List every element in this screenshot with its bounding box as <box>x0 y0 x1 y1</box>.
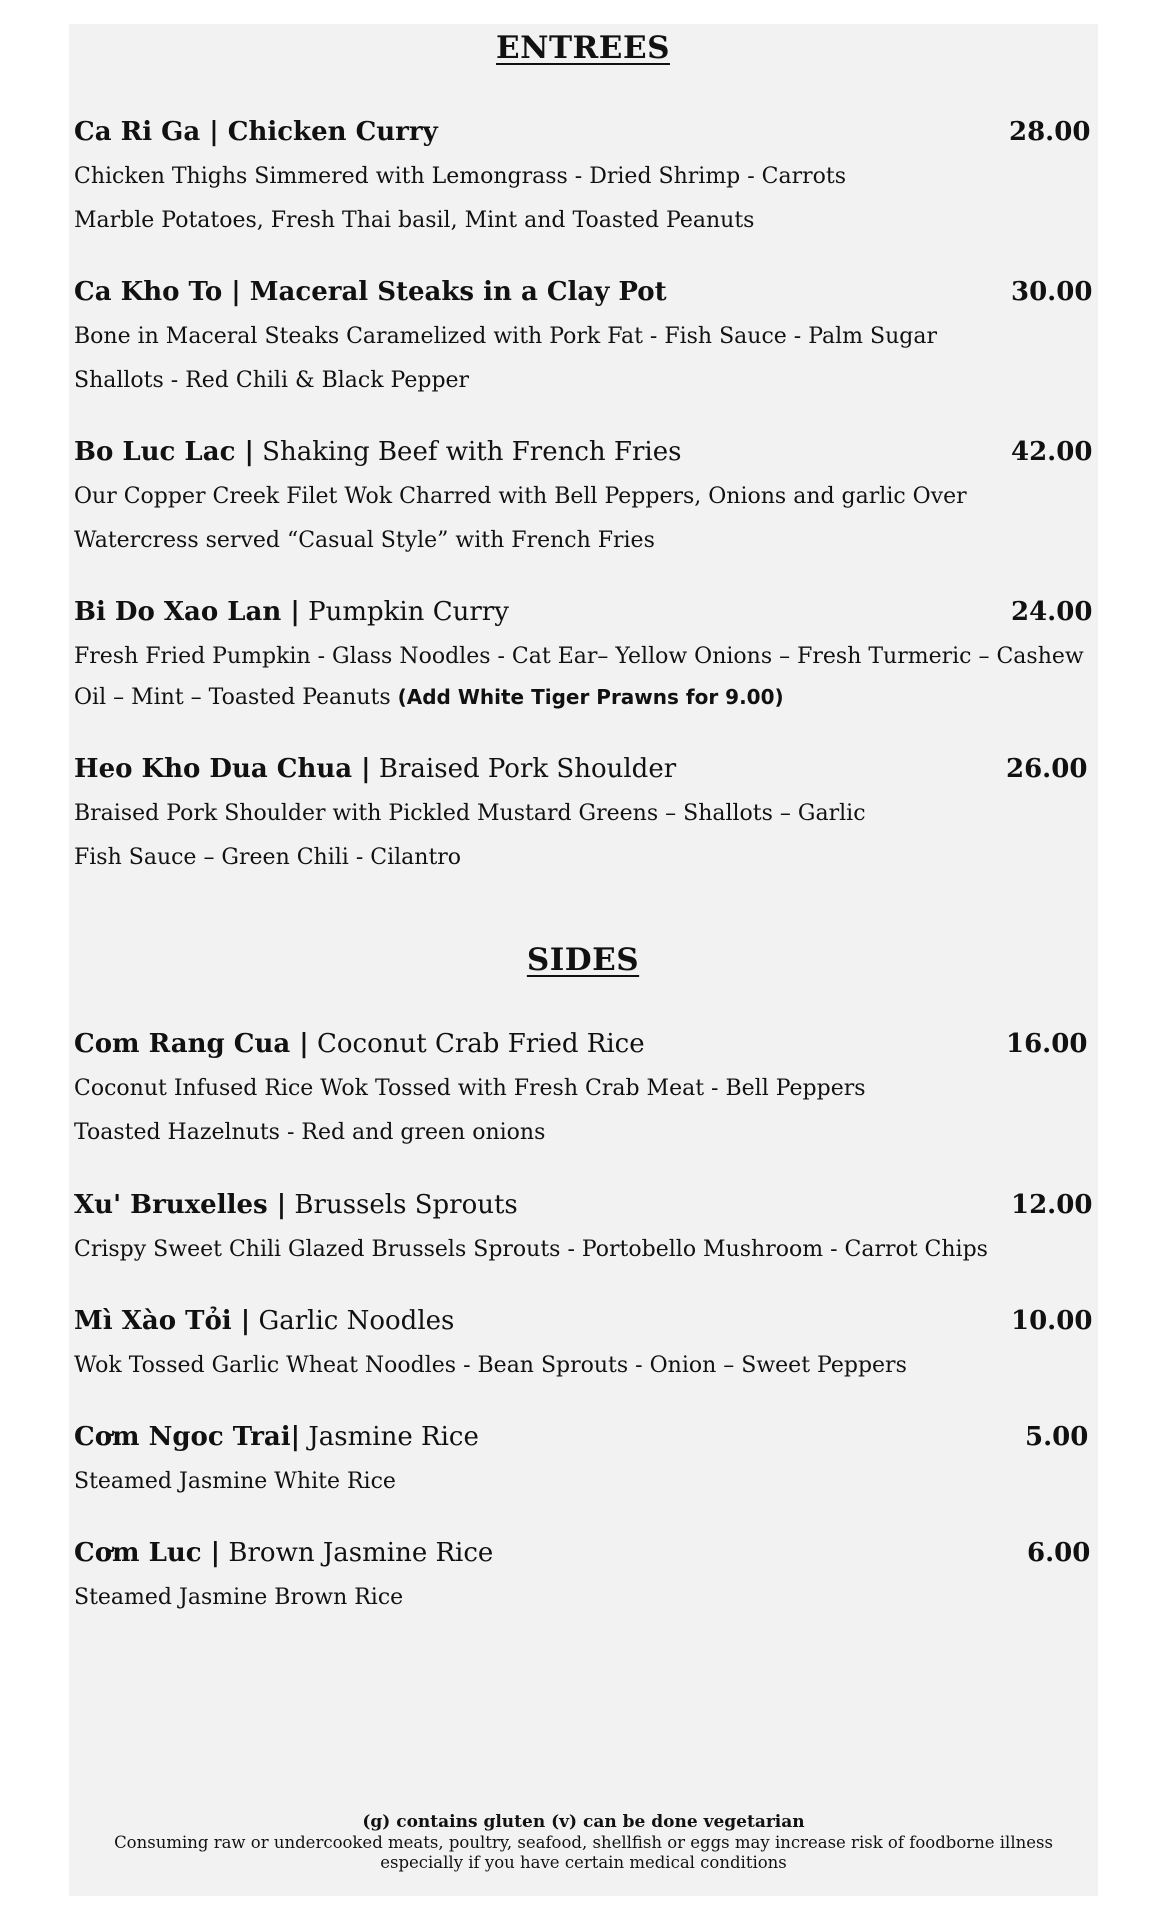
item-description-line-1: Chicken Thighs Simmered with Lemongrass - Dried Shrimp - Carrots <box>74 164 847 189</box>
item-description-line-1: Steamed Jasmine White Rice <box>74 1469 396 1494</box>
item-description-line-1: Our Copper Creek Filet Wok Charred with Bell Peppers, Onions and garlic Over <box>74 484 967 509</box>
item-description-line-1: Wok Tossed Garlic Wheat Noodles - Bean Sprouts - Onion – Sweet Peppers <box>74 1353 907 1378</box>
item-name-english: Coconut Crab Fried Rice <box>308 1029 645 1059</box>
item-name-vietnamese: Ca Ri Ga | <box>74 117 219 147</box>
menu-item-com-ngoc-trai <box>74 1417 1094 1504</box>
item-description-line-1: Fresh Fried Pumpkin - Glass Noodles - Cat Ear– Yellow Onions – Fresh Turmeric – Cashew <box>74 644 1084 669</box>
item-price: 28.00 <box>1009 117 1091 147</box>
item-price: 42.00 <box>1011 437 1093 467</box>
item-name-english: Jasmine Rice <box>300 1422 479 1452</box>
item-price: 10.00 <box>1011 1306 1093 1336</box>
item-description-line-1: Braised Pork Shoulder with Pickled Mustard Greens – Shallots – Garlic <box>74 801 866 826</box>
item-name <box>74 1190 518 1220</box>
menu-item-xu-bruxelles <box>74 1185 1094 1272</box>
item-price: 12.00 <box>1011 1190 1093 1220</box>
item-name-english: Braised Pork Shoulder <box>370 754 677 784</box>
item-name-english: Garlic Noodles <box>250 1306 455 1336</box>
menu-item-ca-kho-to <box>74 272 1094 403</box>
item-description-line-1: Coconut Infused Rice Wok Tossed with Fresh Crab Meat - Bell Peppers <box>74 1076 866 1101</box>
item-price: 30.00 <box>1011 277 1093 307</box>
item-name-vietnamese: Com Rang Cua | <box>74 1029 309 1059</box>
item-addon-note: (Add White Tiger Prawns for 9.00) <box>397 685 784 709</box>
item-name-vietnamese: Cơm Ngoc Trai| <box>74 1422 301 1452</box>
menu-item-ca-ri-ga <box>74 112 1094 243</box>
item-name <box>74 1029 645 1059</box>
item-description-line-2: Toasted Hazelnuts - Red and green onions <box>74 1120 546 1145</box>
item-name-english: Brussels Sprouts <box>286 1190 518 1220</box>
item-name <box>74 117 438 147</box>
item-name-vietnamese: Bi Do Xao Lan | <box>74 597 300 627</box>
menu-item-mi-xao-toi <box>74 1301 1094 1388</box>
item-name-vietnamese: Mì Xào Tỏi | <box>74 1306 251 1336</box>
item-name <box>74 277 667 307</box>
menu-item-heo-kho-dua-chua <box>74 749 1094 880</box>
menu-footer <box>69 1811 1098 1873</box>
menu-item-com-luc <box>74 1533 1094 1620</box>
item-name-english: Pumpkin Curry <box>299 597 509 627</box>
item-name-vietnamese: Xu' Bruxelles | <box>74 1190 287 1220</box>
item-description-line-2: Watercress served “Casual Style” with French Fries <box>74 528 655 553</box>
item-price: 24.00 <box>1011 597 1093 627</box>
item-name <box>74 1538 493 1568</box>
item-price: 26.00 <box>1006 754 1088 784</box>
food-safety-warning-line-2: especially if you have certain medical conditions <box>380 1853 787 1872</box>
item-name-vietnamese: Cơm Luc | <box>74 1538 221 1568</box>
item-description-line-2: Marble Potatoes, Fresh Thai basil, Mint and Toasted Peanuts <box>74 208 755 233</box>
sides-heading: SIDES <box>526 942 640 978</box>
item-name-vietnamese: Bo Luc Lac | <box>74 437 254 467</box>
item-description-line-2 <box>74 677 1094 718</box>
menu-item-bi-do-xao-lan <box>74 592 1094 718</box>
item-name <box>74 1306 454 1336</box>
item-description-line-2: Fish Sauce – Green Chili - Cilantro <box>74 845 462 870</box>
item-name <box>74 1422 479 1452</box>
item-name-vietnamese: Heo Kho Dua Chua | <box>74 754 371 784</box>
item-description-line-1: Steamed Jasmine Brown Rice <box>74 1585 404 1610</box>
item-name-english: Shaking Beef with French Fries <box>253 437 682 467</box>
food-safety-warning-line-1: Consuming raw or undercooked meats, poultry, seafood, shellfish or eggs may increase risk of foodborne illness <box>114 1833 1053 1852</box>
menu-item-bo-luc-lac <box>74 432 1094 563</box>
item-name <box>74 754 676 784</box>
item-name-english: Maceral Steaks in a Clay Pot <box>240 277 667 307</box>
entrees-heading: ENTREES <box>496 30 670 66</box>
item-name-english: Chicken Curry <box>218 117 438 147</box>
menu-item-com-rang-cua <box>74 1024 1094 1155</box>
item-description-text: Oil – Mint – Toasted Peanuts <box>74 685 398 710</box>
item-name-vietnamese: Ca Kho To | <box>74 277 241 307</box>
item-name-english: Brown Jasmine Rice <box>220 1538 494 1568</box>
dietary-legend: (g) contains gluten (v) can be done vegetarian <box>362 1812 805 1832</box>
item-description-line-1: Bone in Maceral Steaks Caramelized with Pork Fat - Fish Sauce - Palm Sugar <box>74 324 937 349</box>
item-description-line-1: Crispy Sweet Chili Glazed Brussels Sprouts - Portobello Mushroom - Carrot Chips <box>74 1237 988 1262</box>
item-price: 6.00 <box>1027 1538 1091 1568</box>
item-name <box>74 597 509 627</box>
item-name <box>74 437 681 467</box>
item-price: 16.00 <box>1006 1029 1088 1059</box>
item-price: 5.00 <box>1025 1422 1089 1452</box>
item-description-line-2: Shallots - Red Chili & Black Pepper <box>74 368 470 393</box>
